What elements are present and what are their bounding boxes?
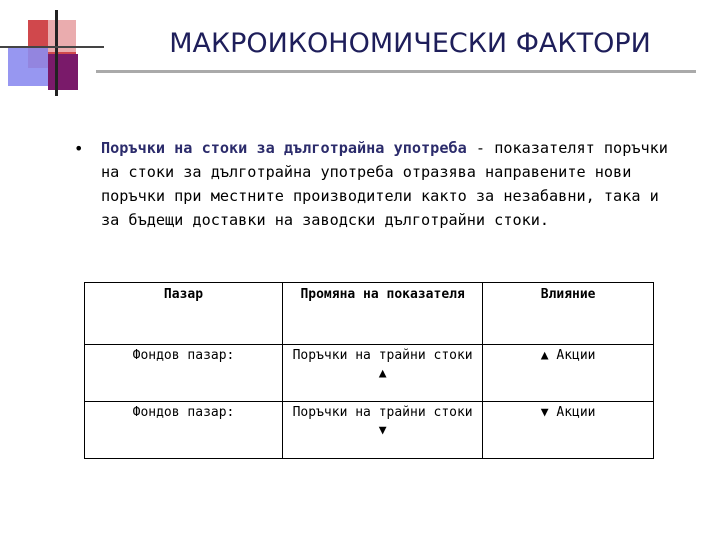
table-cell-impact: ▲ Акции bbox=[483, 345, 654, 402]
decor-horizontal-line bbox=[0, 46, 104, 48]
bullet-text: показателят поръчки на стоки за дълготрайна употреба отразява направените нови поръчки при местните производители както за незабавни, така и за бъдещи доставки на заводски дълготрайни стоки. bbox=[101, 139, 668, 229]
table-header-change: Промяна на показателя bbox=[283, 283, 483, 345]
table-row bbox=[85, 402, 654, 459]
bullet-separator: - bbox=[466, 139, 495, 157]
table-cell-change: Поръчки на трайни стоки ▲ bbox=[283, 345, 483, 402]
table-cell-change: Поръчки на трайни стоки ▼ bbox=[283, 402, 483, 459]
slide-title: МАКРОИКОНОМИЧЕСКИ ФАКТОРИ bbox=[169, 28, 651, 59]
title-underline bbox=[96, 70, 696, 73]
table-cell-impact: ▼ Акции bbox=[483, 402, 654, 459]
decor-blue-square bbox=[8, 46, 48, 86]
bullet-term: Поръчки на стоки за дълготрайна употреба bbox=[101, 139, 467, 157]
table-header-market: Пазар bbox=[85, 283, 283, 345]
table-cell-market: Фондов пазар: bbox=[85, 345, 283, 402]
indicator-table bbox=[84, 282, 654, 459]
decor-purple-square bbox=[48, 54, 78, 90]
bullet-paragraph bbox=[101, 136, 681, 232]
table-header-row bbox=[85, 283, 654, 345]
decor-vertical-line bbox=[55, 10, 58, 96]
table-row bbox=[85, 345, 654, 402]
table-header-impact: Влияние bbox=[483, 283, 654, 345]
bullet-marker: • bbox=[74, 139, 84, 158]
table-cell-market: Фондов пазар: bbox=[85, 402, 283, 459]
